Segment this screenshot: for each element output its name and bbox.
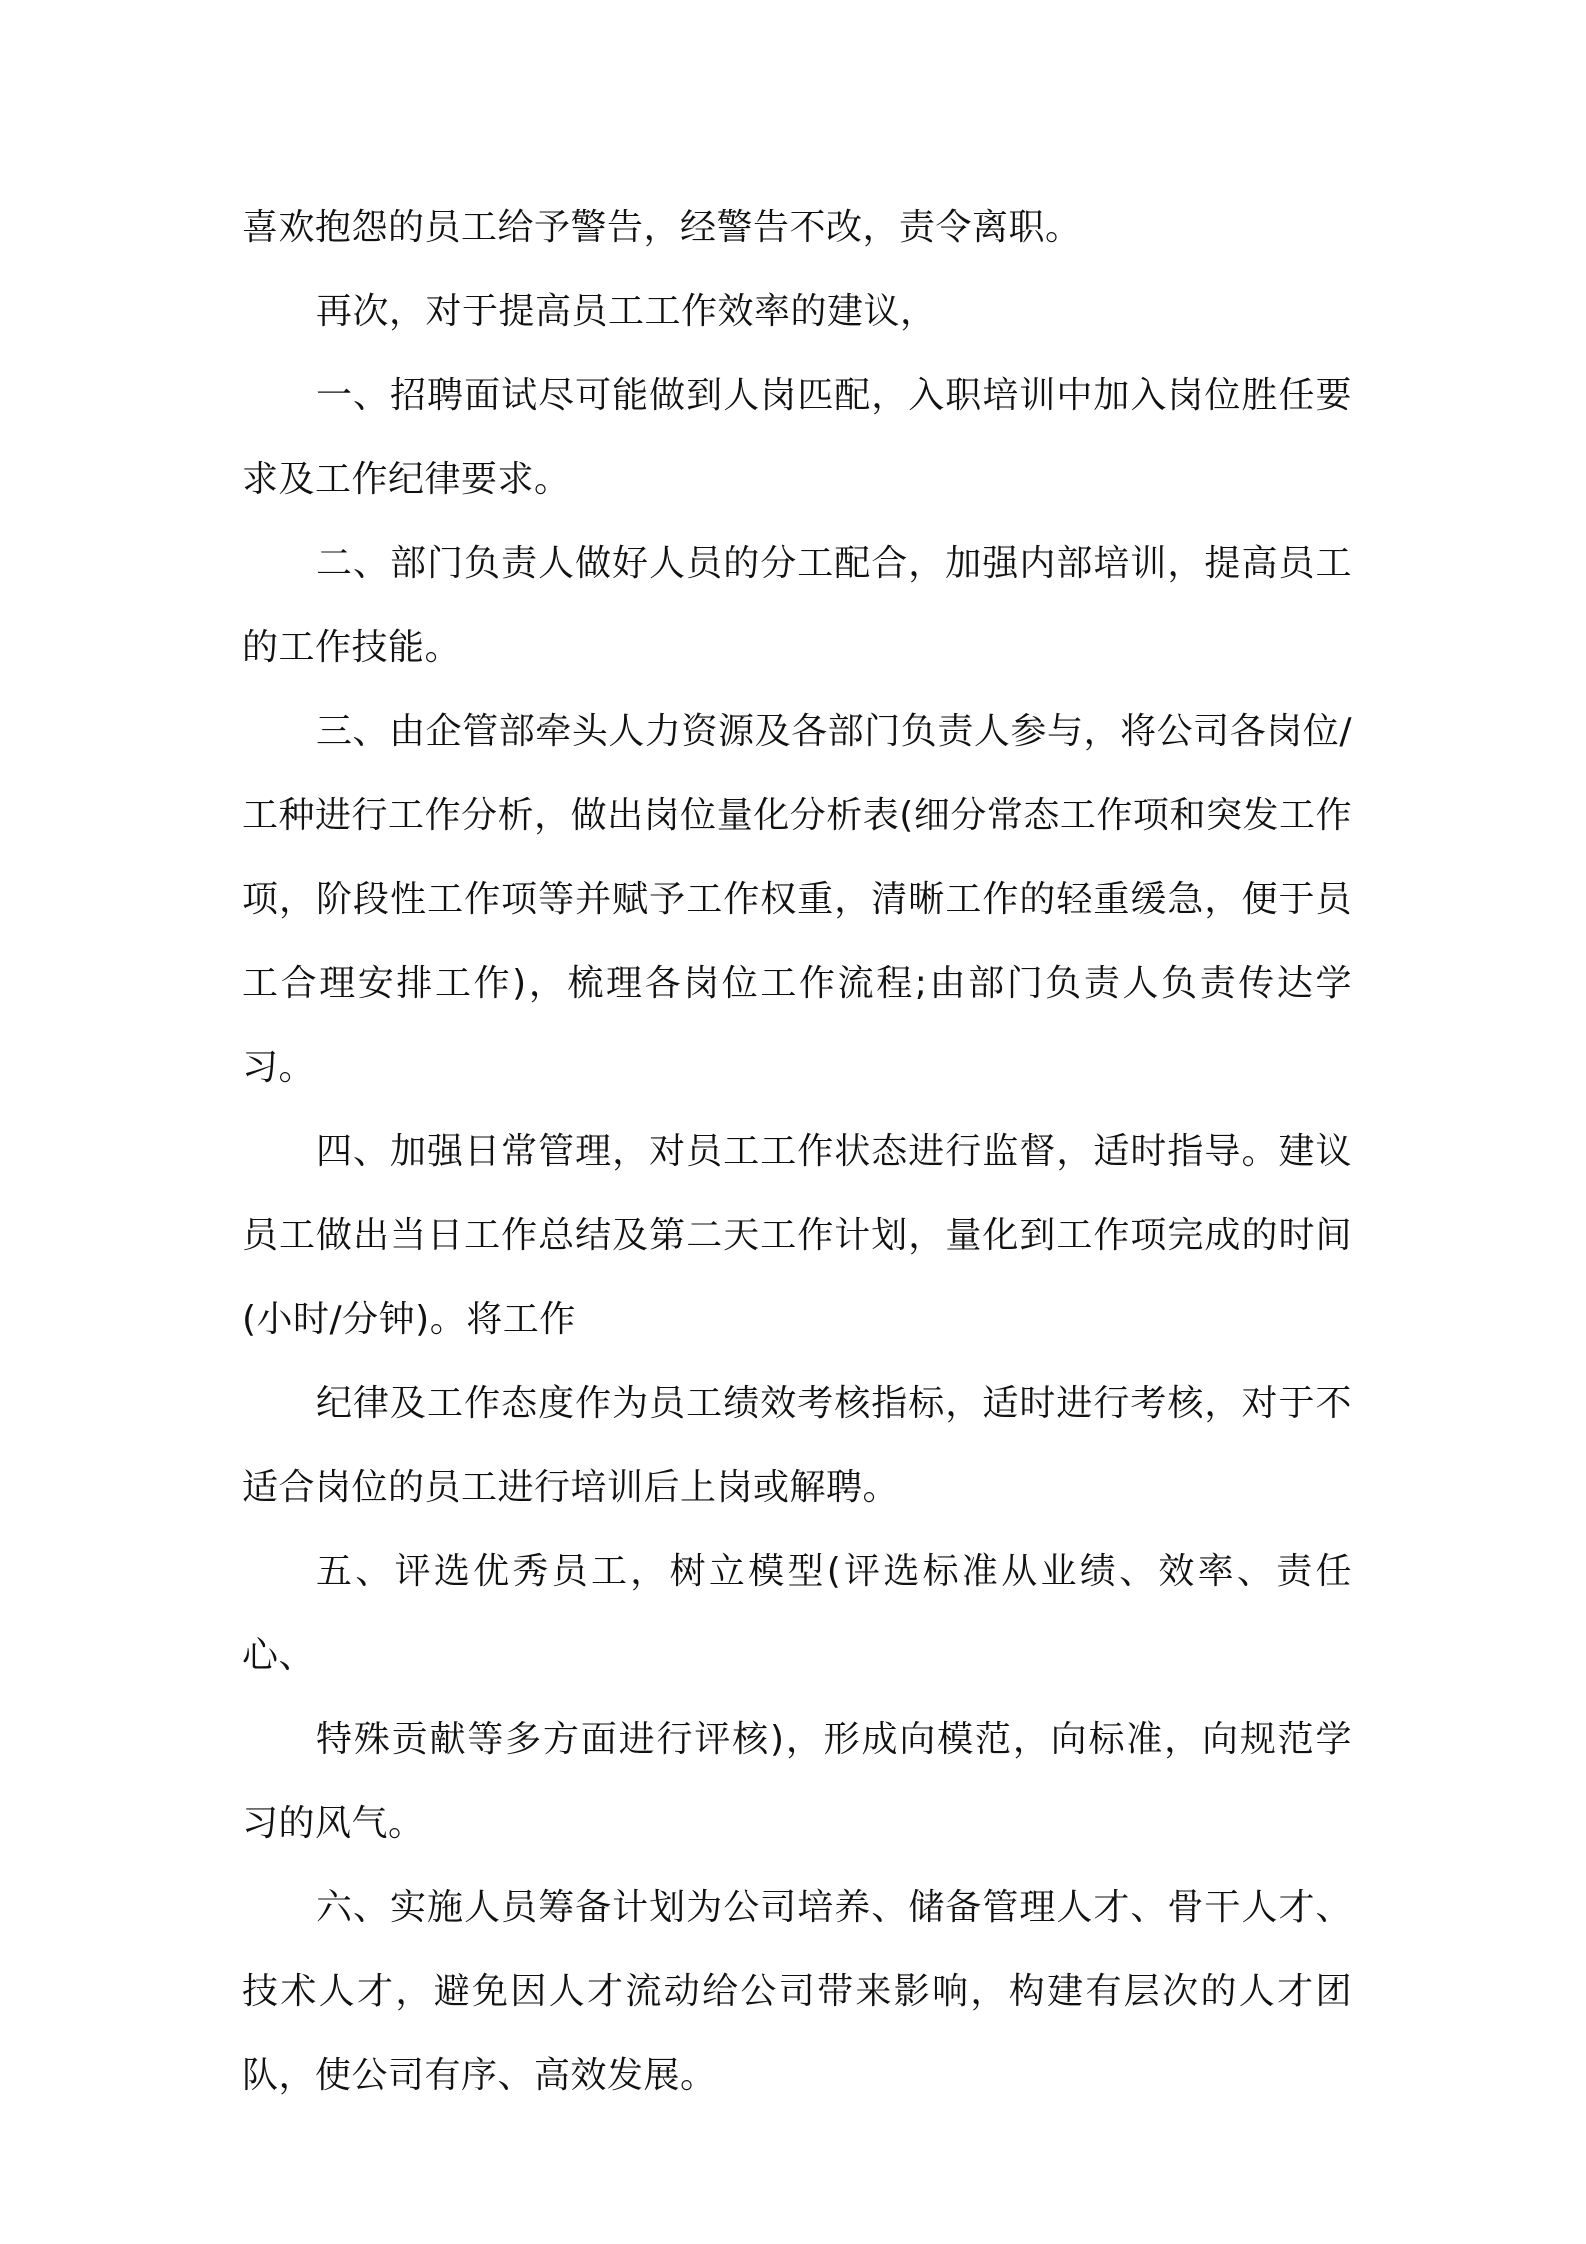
paragraph-4: 二、部门负责人做好人员的分工配合，加强内部培训，提高员工的工作技能。: [242, 543, 1352, 668]
paragraph-9: 特殊贡献等多方面进行评核)，形成向模范，向标准，向规范学习的风气。: [242, 1719, 1352, 1844]
paragraph-6: 四、加强日常管理，对员工工作状态进行监督，适时指导。建议员工做出当日工作总结及第二天工作计划，量化到工作项完成的时间(小时/分钟)。将工作: [242, 1131, 1352, 1340]
paragraph-3: 一、招聘面试尽可能做到人岗匹配，入职培训中加入岗位胜任要求及工作纪律要求。: [242, 375, 1352, 500]
paragraph-1: 喜欢抱怨的员工给予警告，经警告不改，责令离职。: [242, 207, 1082, 248]
paragraph-7: 纪律及工作态度作为员工绩效考核指标，适时进行考核，对于不适合岗位的员工进行培训后上岗或解聘。: [242, 1383, 1352, 1508]
document-body: [242, 186, 1352, 2118]
paragraph-10: 六、实施人员筹备计划为公司培养、储备管理人才、骨干人才、技术人才，避免因人才流动给公司带来影响，构建有层次的人才团队，使公司有序、高效发展。: [242, 1887, 1352, 2096]
paragraph-2: 再次，对于提高员工工作效率的建议，: [316, 291, 937, 332]
paragraph-8: 五、评选优秀员工，树立模型(评选标准从业绩、效率、责任心、: [242, 1551, 1352, 1676]
paragraph-5: 三、由企管部牵头人力资源及各部门负责人参与，将公司各岗位/工种进行工作分析，做出岗位量化分析表(细分常态工作项和突发工作项，阶段性工作项等并赋予工作权重，清晰工作的轻重缓急，便于员工合理安排工作)，梳理各岗位工作流程;由部门负责人负责传达学习。: [242, 711, 1352, 1088]
